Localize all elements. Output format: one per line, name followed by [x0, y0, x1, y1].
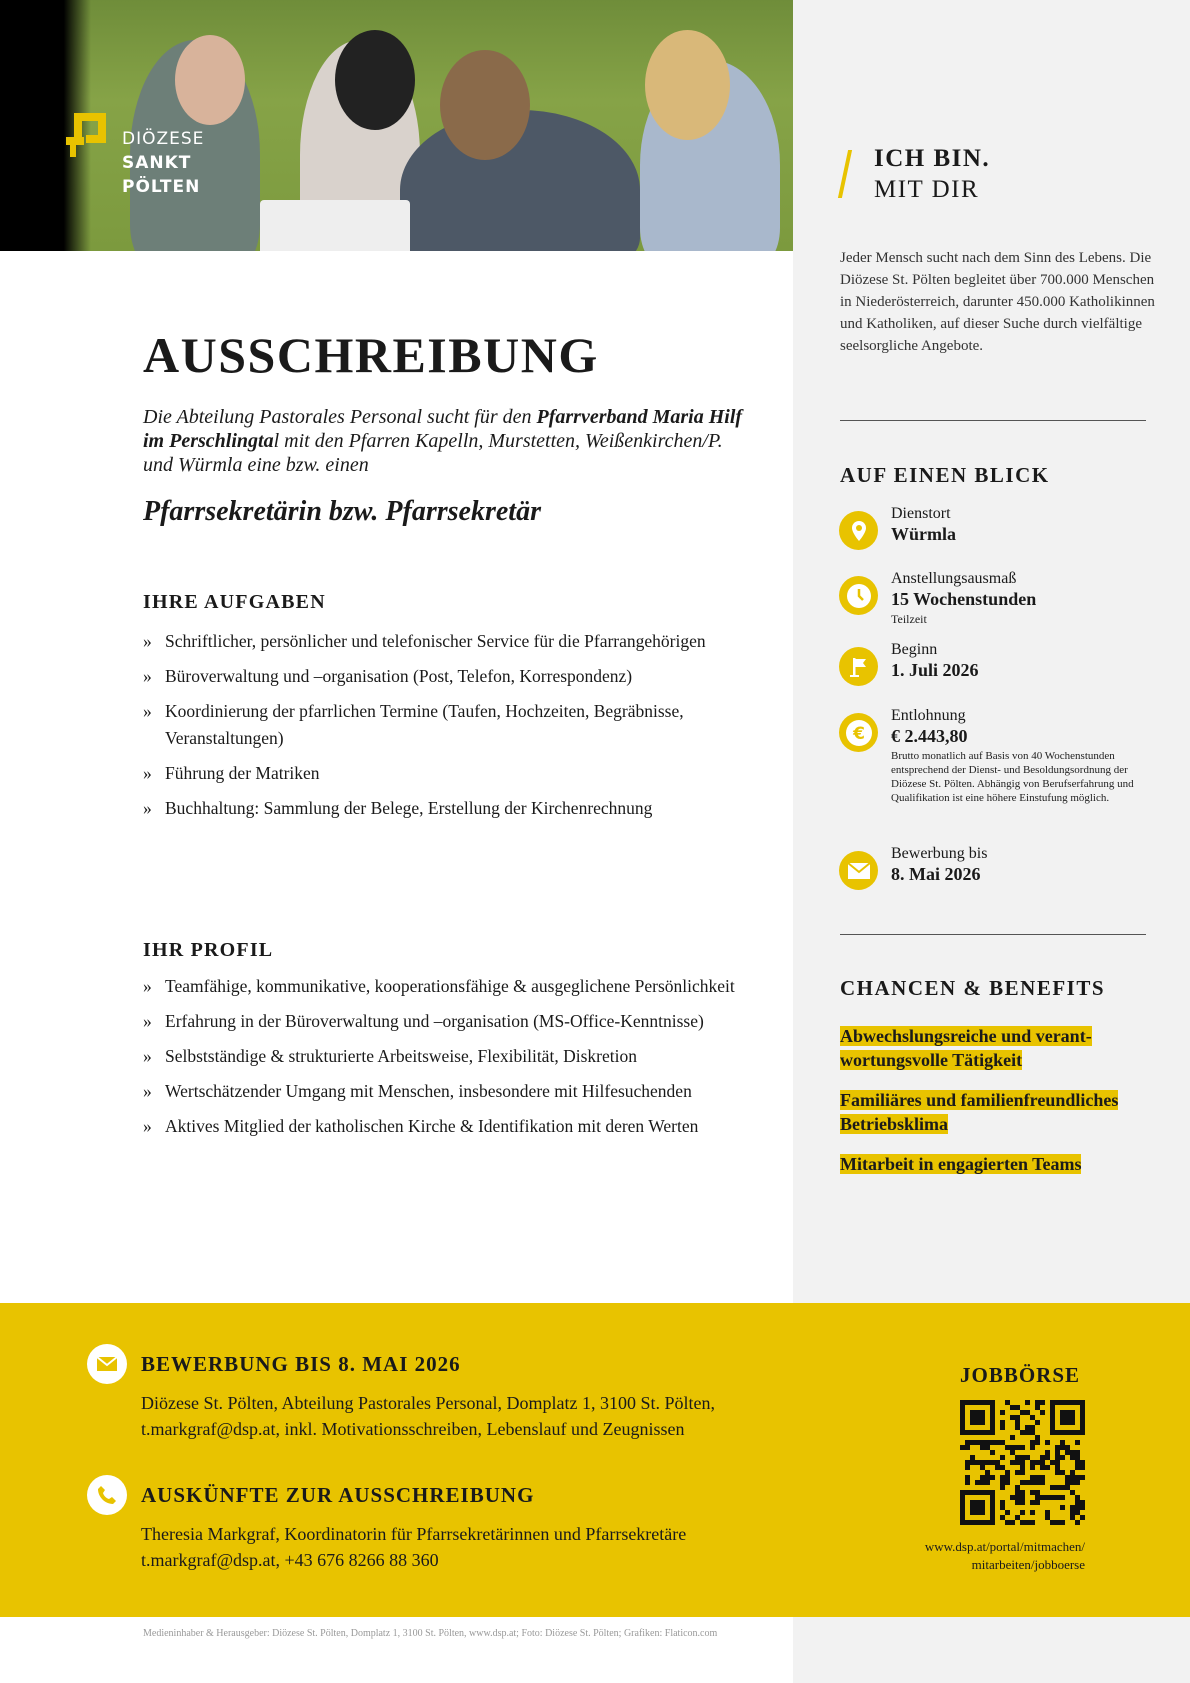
logo-text: SANKT	[122, 153, 192, 173]
list-item: » Selbstständige & strukturierte Arbeitsweise, Flexibilität, Diskretion	[143, 1043, 743, 1070]
glance-value: 1. Juli 2026	[891, 660, 979, 680]
bullet-icon: »	[143, 1081, 152, 1101]
bullet-icon: »	[143, 798, 152, 818]
bullet-icon: »	[143, 1011, 152, 1031]
qr-code[interactable]	[960, 1400, 1085, 1525]
list-item: » Schriftlicher, persönlicher und telefonischer Service für die Pfarrangehörigen	[143, 628, 743, 655]
jobboerse-link[interactable]: www.dsp.at/portal/mitmachen/ mitarbeiten/jobboerse	[924, 1539, 1085, 1572]
benefit-item: Familiäres und familienfreundliches Betriebsklima	[840, 1090, 1119, 1134]
profile-list	[143, 973, 743, 1148]
bullet-icon: »	[143, 631, 152, 651]
bullet-icon: »	[143, 701, 152, 721]
glance-note: Brutto monatlich auf Basis von 40 Wochenstunden entsprechend der Dienst- und Besoldungsordnung der Diözese St. Pölten. Abhängig von Berufserfahrung und Qualifikation ist eine höhere Einstufung möglich.	[891, 750, 1134, 804]
list-item: » Koordinierung der pfarrlichen Termine (Taufen, Hochzeiten, Begräbnisse, Veranstaltungen)	[143, 698, 743, 752]
list-item: » Teamfähige, kommunikative, kooperationsfähige & ausgeglichene Persönlichkeit	[143, 973, 743, 1000]
glance-label: Bewerbung bis	[891, 845, 988, 862]
clock-icon	[839, 576, 878, 615]
tasks-heading: IHRE AUFGABEN	[143, 591, 326, 613]
lead-text: Die Abteilung Pastorales Personal sucht für den Pfarrverband Maria Hilf im Perschlingtal mit den Pfarren Kapelln, Murstetten, Weißenkirchen/P. und Würmla eine bzw. einen	[143, 406, 743, 476]
apply-heading: BEWERBUNG BIS 8. MAI 2026	[141, 1352, 461, 1376]
tagline: ICH BIN. MIT DIR	[874, 145, 991, 203]
phone-icon	[87, 1475, 127, 1515]
intro-text: Jeder Mensch sucht nach dem Sinn des Lebens. Die Diözese St. Pölten begleitet über 700.000 Menschen in Niederösterreich, darunter 450.000 Katholikinnen und Katholiken, auf dieser Suche durch vielfältige seelsorgliche Angebote.	[840, 250, 1155, 354]
glance-label: Anstellungsausmaß	[891, 570, 1017, 587]
flag-icon	[839, 647, 878, 686]
bullet-icon: »	[143, 763, 152, 783]
location-pin-icon	[839, 511, 878, 550]
list-item: » Erfahrung in der Büroverwaltung und –organisation (MS-Office-Kenntnisse)	[143, 1008, 743, 1035]
tasks-list	[143, 628, 743, 830]
list-item: » Büroverwaltung und –organisation (Post, Telefon, Korrespondenz)	[143, 663, 743, 690]
benefits-heading: CHANCEN & BENEFITS	[840, 976, 1106, 1000]
bullet-icon: »	[143, 1046, 152, 1066]
svg-text:€: €	[852, 723, 865, 744]
bullet-icon: »	[143, 976, 152, 996]
list-item: » Wertschätzender Umgang mit Menschen, insbesondere mit Hilfesuchenden	[143, 1078, 743, 1105]
imprint: Medieninhaber & Herausgeber: Diözese St. Pölten, Domplatz 1, 3100 St. Pölten, www.dsp.at; Foto: Diözese St. Pölten; Grafiken: Flaticon.com	[143, 1628, 718, 1639]
glance-label: Dienstort	[891, 505, 951, 522]
glance-value: Würmla	[891, 524, 956, 544]
list-item: » Führung der Matriken	[143, 760, 743, 787]
header-photo	[0, 0, 793, 251]
divider	[840, 420, 1146, 421]
list-item: » Buchhaltung: Sammlung der Belege, Erstellung der Kirchenrechnung	[143, 795, 743, 822]
logo-text: PÖLTEN	[122, 177, 201, 197]
jobboerse-heading: JOBBÖRSE	[960, 1363, 1081, 1387]
profile-heading: IHR PROFIL	[143, 939, 274, 961]
envelope-icon	[839, 851, 878, 890]
logo-cross-icon	[64, 111, 108, 159]
glance-note: Teilzeit	[891, 612, 927, 626]
glance-value: 8. Mai 2026	[891, 864, 981, 884]
info-text: Theresia Markgraf, Koordinatorin für Pfarrsekretärinnen und Pfarrsekretäre t.markgraf@dsp.at, +43 676 8266 88 360	[141, 1524, 687, 1570]
bullet-icon: »	[143, 1116, 152, 1136]
glance-label: Beginn	[891, 641, 938, 658]
benefit-item: Abwechslungsreiche und verantwortungsvolle Tätigkeit	[840, 1026, 1092, 1070]
divider	[840, 934, 1146, 935]
glance-label: Entlohnung	[891, 707, 966, 724]
benefit-item: Mitarbeit in engagierten Teams	[840, 1154, 1082, 1174]
page-title: AUSSCHREIBUNG	[143, 327, 599, 383]
glance-value: € 2.443,80	[891, 726, 968, 746]
bullet-icon: »	[143, 666, 152, 686]
info-heading: AUSKÜNFTE ZUR AUSSCHREIBUNG	[141, 1483, 535, 1507]
envelope-icon	[87, 1344, 127, 1384]
glance-heading: AUF EINEN BLICK	[840, 463, 1050, 487]
job-title: Pfarrsekretärin bzw. Pfarrsekretär	[143, 496, 541, 527]
logo-text: DIÖZESE	[122, 129, 205, 149]
euro-icon	[839, 713, 878, 752]
list-item: » Aktives Mitglied der katholischen Kirche & Identifikation mit deren Werten	[143, 1113, 743, 1140]
glance-value: 15 Wochenstunden	[891, 589, 1037, 609]
apply-text: Diözese St. Pölten, Abteilung Pastorales Personal, Domplatz 1, 3100 St. Pölten, t.markgraf@dsp.at, inkl. Motivationsschreiben, Lebenslauf und Zeugnissen	[141, 1393, 715, 1439]
